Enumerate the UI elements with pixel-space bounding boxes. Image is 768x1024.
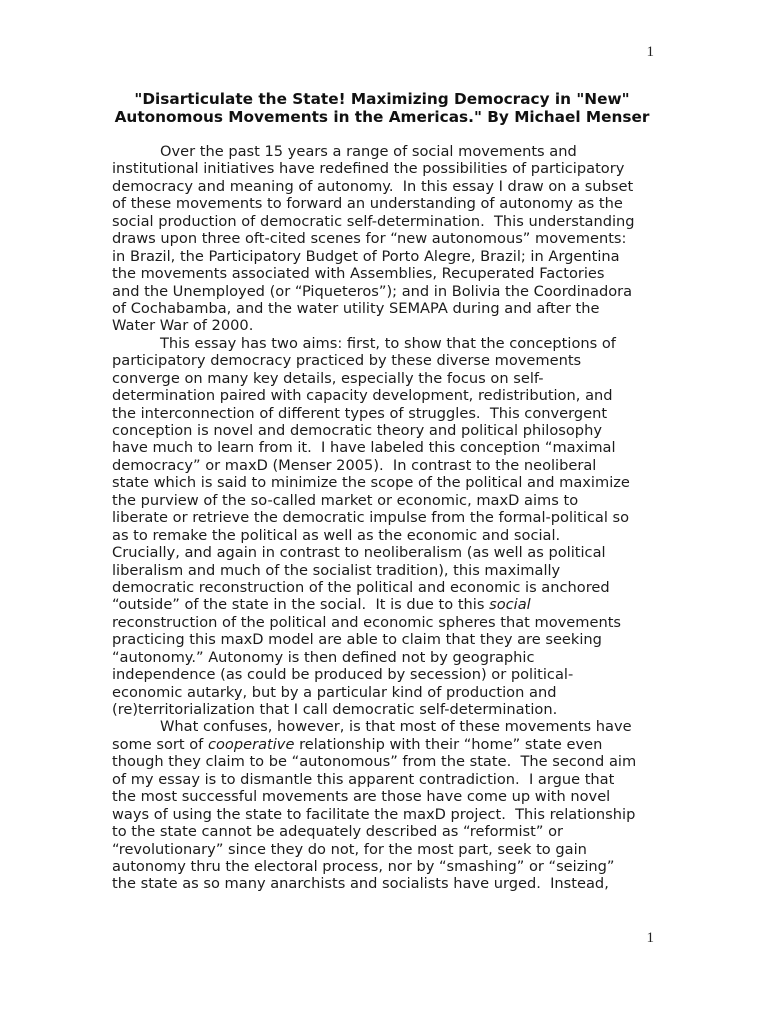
text-line: reconstruction of the political and economic spheres that movements xyxy=(112,613,622,631)
emphasis-text: cooperative xyxy=(207,735,295,753)
text-line: liberate or retrieve the democratic impulse from the formal-political so xyxy=(112,509,630,527)
text-segment: “outside” of the state in the social. It is due to this xyxy=(112,596,490,614)
text-line: the interconnection of different types of struggles. This convergent xyxy=(112,404,608,422)
text-line: of Cochabamba, and the water utility SEMAPA during and after the xyxy=(112,299,600,317)
text-line: and the Unemployed (or “Piqueteros”); and in Bolivia the Coordinadora xyxy=(112,282,633,300)
text-line: ways of using the state to facilitate the maxD project. This relationship xyxy=(112,805,636,823)
text-line: practicing this maxD model are able to claim that they are seeking xyxy=(112,631,602,649)
text-line: institutional initiatives have redefined the possibilities of participatory xyxy=(112,160,625,178)
text-line: state which is said to minimize the scope of the political and maximize xyxy=(112,474,630,492)
text-line xyxy=(112,596,660,613)
text-line: the most successful movements are those have come up with novel xyxy=(112,788,611,806)
text-line: the state as so many anarchists and socialists have urged. Instead, xyxy=(112,875,609,893)
text-line: Over the past 15 years a range of social movements and xyxy=(160,143,577,160)
text-line: democracy and meaning of autonomy. In this essay I draw on a subset xyxy=(112,177,634,195)
text-line: have much to learn from it. I have labeled this conception “maximal xyxy=(112,439,616,457)
text-line: What confuses, however, is that most of these movements have xyxy=(160,718,632,736)
text-line: conception is novel and democratic theory and political philosophy xyxy=(112,422,602,439)
text-segment: some sort of xyxy=(112,735,208,753)
text-line: of these movements to forward an understanding of autonomy as the xyxy=(112,195,623,213)
text-line: independence (as could be produced by secession) or political- xyxy=(112,666,574,684)
text-line: economic autarky, but by a particular kind of production and xyxy=(112,683,557,701)
emphasis-text: social xyxy=(489,596,531,614)
text-segment: relationship with their “home” state even xyxy=(294,735,603,753)
text-line: Crucially, and again in contrast to neoliberalism (as well as political xyxy=(112,544,606,562)
essay-body xyxy=(112,143,660,893)
text-line: draws upon three oft-cited scenes for “new autonomous” movements: xyxy=(112,230,627,248)
text-line: converge on many key details, especially the focus on self- xyxy=(112,369,544,387)
text-line: autonomy thru the electoral process, nor by “smashing” or “seizing” xyxy=(112,857,615,875)
text-line: determination paired with capacity development, redistribution, and xyxy=(112,387,613,405)
text-line: of my essay is to dismantle this apparent contradiction. I argue that xyxy=(112,770,615,788)
text-line: democracy” or maxD (Menser 2005). In contrast to the neoliberal xyxy=(112,456,597,474)
text-line: in Brazil, the Participatory Budget of Porto Alegre, Brazil; in Argentina xyxy=(112,247,620,265)
title-line: "Disarticulate the State! Maximizing Democracy in "New" xyxy=(134,90,630,108)
title-line: Autonomous Movements in the Americas." By Michael Menser xyxy=(114,108,650,126)
text-line: Water War of 2000. xyxy=(112,317,254,335)
text-line: the purview of the so-called market or economic, maxD aims to xyxy=(112,491,579,509)
text-line: to the state cannot be adequately described as “reformist” or xyxy=(112,823,564,841)
text-line: democratic reconstruction of the political and economic is anchored xyxy=(112,578,610,596)
text-line: social production of democratic self-determination. This understanding xyxy=(112,212,635,230)
text-line xyxy=(112,736,660,753)
text-line: “revolutionary” since they do not, for the most part, seek to gain xyxy=(112,840,587,858)
text-line: This essay has two aims: first, to show that the conceptions of xyxy=(160,334,616,352)
text-line: (re)territorialization that I call democratic self-determination. xyxy=(112,701,558,718)
text-line: liberalism and much of the socialist tradition), this maximally xyxy=(112,561,561,579)
page-number-bottom: 1 xyxy=(646,930,654,946)
page-number-top: 1 xyxy=(646,44,654,60)
document-title xyxy=(108,90,656,126)
text-line: as to remake the political as well as the economic and social. xyxy=(112,526,561,544)
text-line: “autonomy.” Autonomy is then defined not by geographic xyxy=(112,648,535,666)
text-line: the movements associated with Assemblies, Recuperated Factories xyxy=(112,265,605,283)
text-line: though they claim to be “autonomous” from the state. The second aim xyxy=(112,753,637,771)
text-line: participatory democracy practiced by these diverse movements xyxy=(112,352,582,370)
